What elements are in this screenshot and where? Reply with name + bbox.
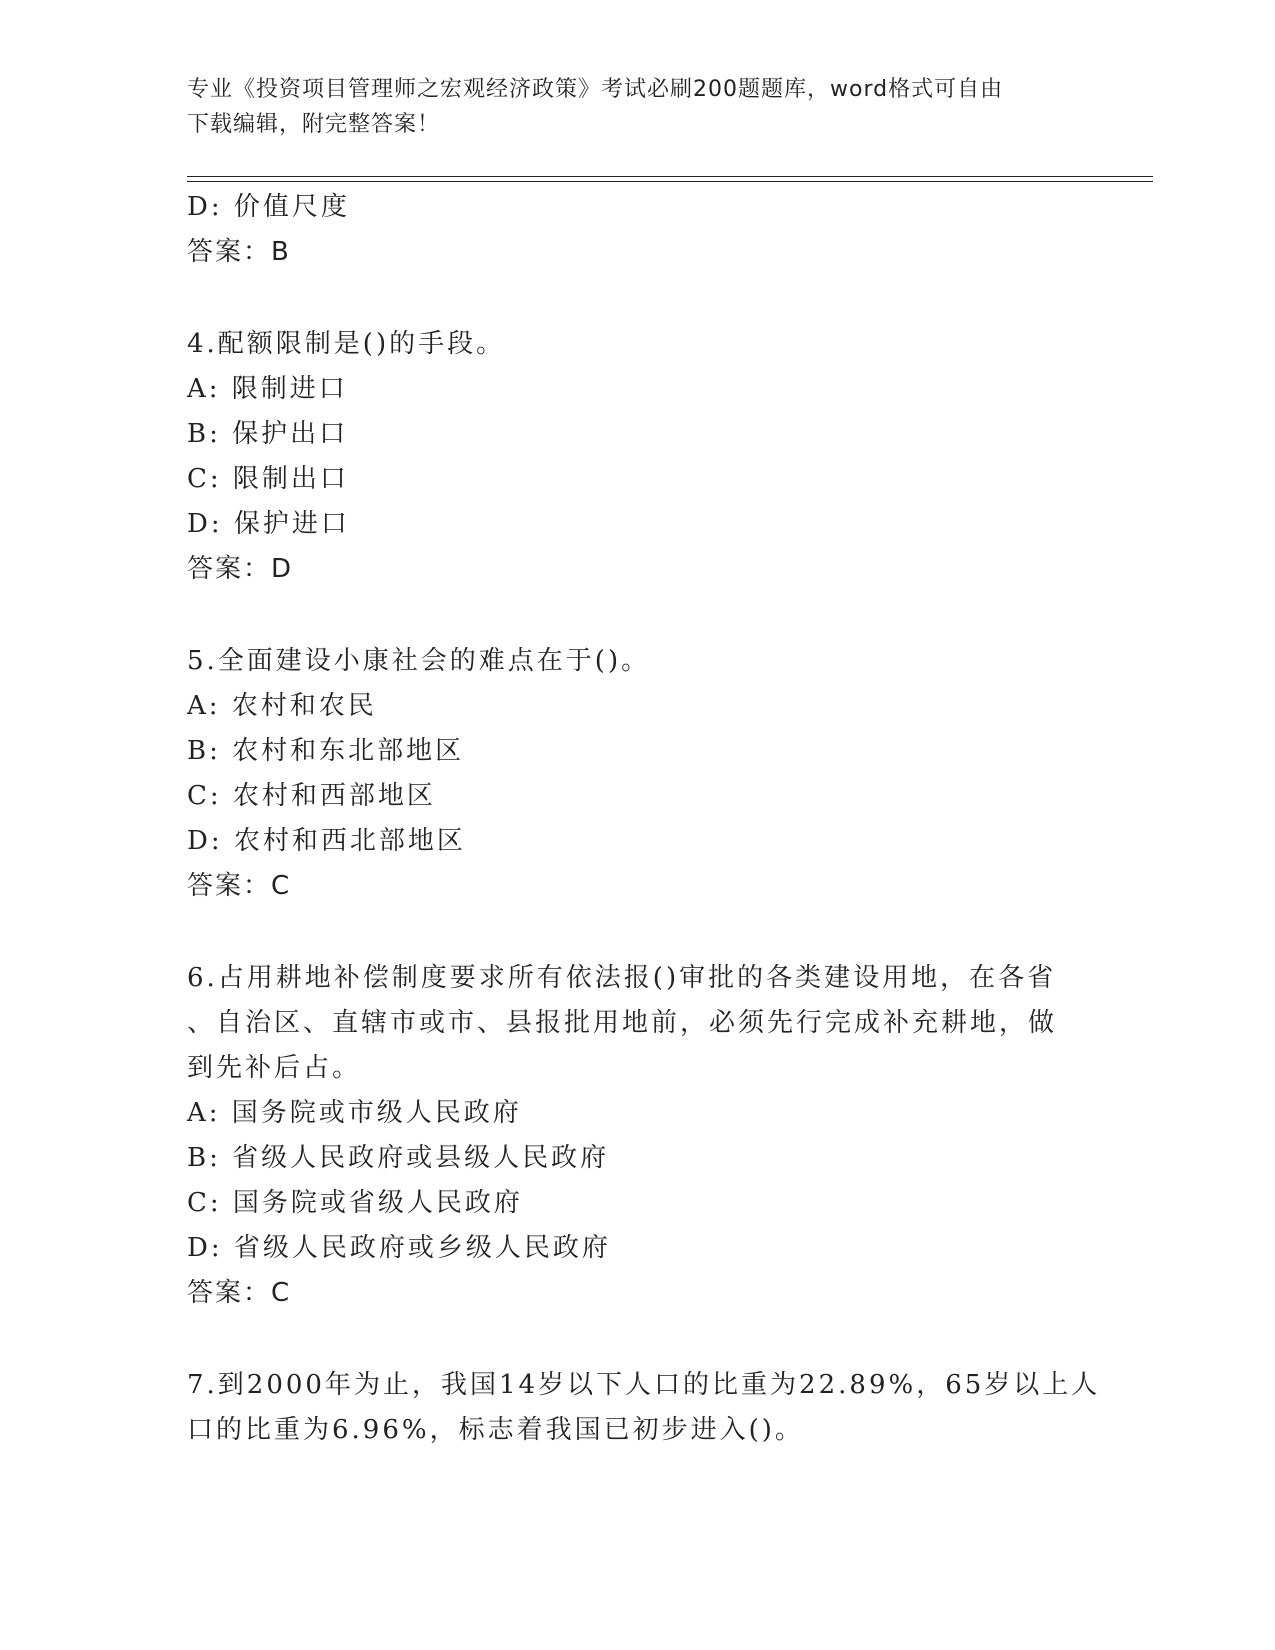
option-d: D: 农村和西北部地区 <box>187 826 466 856</box>
option-a: A: 农村和农民 <box>187 691 377 721</box>
option-b: B: 保护出口 <box>187 419 349 449</box>
question-stem-line-2: 口的比重为6.96%，标志着我国已初步进入()。 <box>187 1415 804 1445</box>
question-block-previous <box>187 185 1067 275</box>
question-stem-line-2: 、自治区、直辖市或市、县报批用地前，必须先行完成补充耕地，做 <box>187 1008 1058 1038</box>
option-b: B: 农村和东北部地区 <box>187 736 465 766</box>
question-stem: 5.全面建设小康社会的难点在于()。 <box>187 646 651 676</box>
answer-line: 答案：C <box>187 871 292 901</box>
spacer <box>187 909 1067 956</box>
answer-line: 答案：C <box>187 1278 292 1308</box>
document-header <box>187 72 1067 142</box>
header-line-1: 专业《投资项目管理师之宏观经济政策》考试必刷200题题库，word格式可自由 <box>187 77 1004 102</box>
header-line-2: 下载编辑，附完整答案！ <box>187 112 441 137</box>
header-divider-bottom <box>187 181 1153 182</box>
header-divider-top <box>187 176 1153 177</box>
option-c: C: 限制出口 <box>187 464 349 494</box>
question-stem-line-1: 7.到2000年为止，我国14岁以下人口的比重为22.89%，65岁以上人 <box>187 1370 1101 1400</box>
question-stem: 4.配额限制是()的手段。 <box>187 329 506 359</box>
spacer <box>187 275 1067 322</box>
question-block-6 <box>187 956 1067 1316</box>
option-a: A: 限制进口 <box>187 374 348 404</box>
answer-line: 答案：B <box>187 237 291 267</box>
document-body <box>187 185 1101 1453</box>
option-d: D: 保护进口 <box>187 509 350 539</box>
question-block-4 <box>187 322 1067 592</box>
option-d: D: 价值尺度 <box>187 192 350 222</box>
question-stem-line-3: 到先补后占。 <box>187 1053 362 1083</box>
option-c: C: 农村和西部地区 <box>187 781 436 811</box>
question-stem-line-1: 6.占用耕地补偿制度要求所有依法报()审批的各类建设用地，在各省 <box>187 963 1057 993</box>
option-d: D: 省级人民政府或乡级人民政府 <box>187 1233 611 1263</box>
question-block-7 <box>187 1363 1101 1453</box>
spacer <box>187 592 1067 639</box>
question-block-5 <box>187 639 1067 909</box>
option-a: A: 国务院或市级人民政府 <box>187 1098 522 1128</box>
answer-line: 答案：D <box>187 554 294 584</box>
option-b: B: 省级人民政府或县级人民政府 <box>187 1143 610 1173</box>
option-c: C: 国务院或省级人民政府 <box>187 1188 523 1218</box>
spacer <box>187 1316 1067 1363</box>
